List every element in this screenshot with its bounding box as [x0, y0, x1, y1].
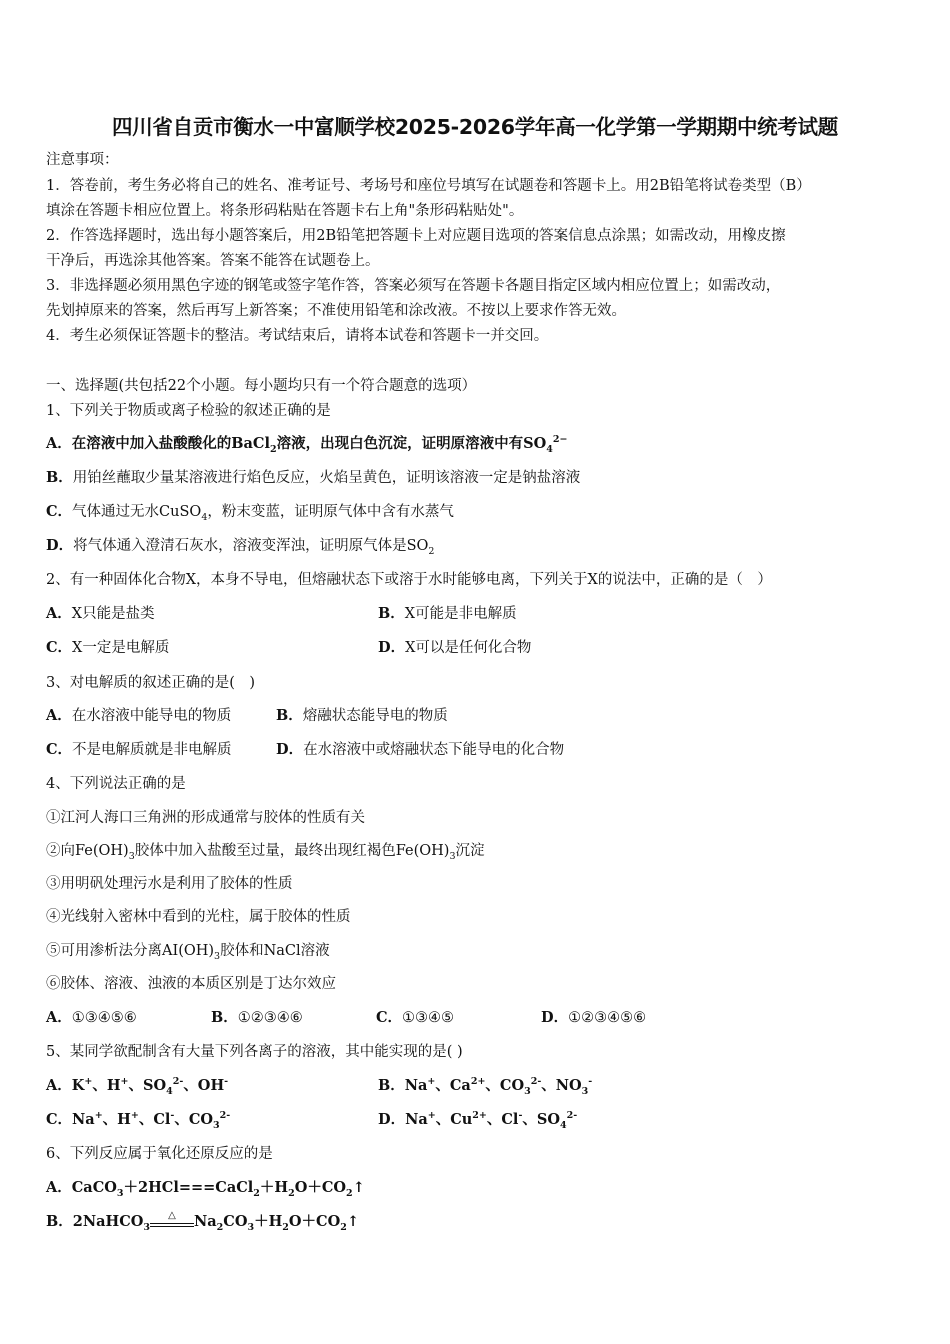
question-4-option-a: A．①③④⑤⑥: [46, 1009, 137, 1026]
question-6-option-a: A．$CaCO_3+2HCl===CaCl_2+H_2O+CO_2↑$: [46, 1179, 365, 1199]
question-2-option-d: D．X可以是任何化合物: [378, 639, 532, 656]
note-line: 填涂在答题卡相应位置上。将条形码粘贴在答题卡右上角"条形码粘贴处"。: [46, 203, 524, 219]
note-line: 干净后，再选涂其他答案。答案不能答在试题卷上。: [46, 253, 380, 269]
question-2-option-b: B．X可能是非电解质: [378, 605, 517, 622]
note-line: 3．非选择题必须用黑色字迹的钢笔或签字笔作答，答案必须写在答题卡各题目指定区域内相应位置上；如需改动，: [46, 278, 781, 294]
question-3-option-d: D．在水溶液中或熔融状态下能导电的化合物: [276, 741, 565, 758]
question-3-option-a: A．在水溶液中能导电的物质: [46, 707, 232, 724]
heat-triangle-icon: △: [168, 1210, 176, 1221]
question-2-option-a: A．X只能是盐类: [46, 605, 155, 622]
question-4-statement: ⑤可用渗析法分离$AI(OH)_3$胶体和NaCl溶液: [46, 943, 330, 962]
question-6-stem: 6、下列反应属于氧化还原反应的是: [46, 1146, 273, 1162]
question-1-stem: 1、下列关于物质或离子检验的叙述正确的是: [46, 403, 331, 419]
question-4-option-d: D．①②③④⑤⑥: [541, 1009, 647, 1026]
question-3-stem: 3、对电解质的叙述正确的是( ): [46, 675, 256, 691]
question-4-statement: ⑥胶体、溶液、浊液的本质区别是丁达尔效应: [46, 976, 336, 992]
question-1-option-c: C．气体通过无水CuSO$_4$，粉末变蓝，证明原气体中含有水蒸气: [46, 503, 454, 523]
question-3-option-c: C．不是电解质就是非电解质: [46, 741, 232, 758]
question-4-option-c: C．①③④⑤: [376, 1009, 455, 1026]
question-3-option-b: B．熔融状态能导电的物质: [276, 707, 448, 724]
section-heading: 一、选择题(共包括22个小题。每小题均只有一个符合题意的选项）: [46, 378, 477, 394]
question-4-option-b: B．①②③④⑥: [211, 1009, 303, 1026]
page-title: 四川省自贡市衡水一中富顺学校2025-2026学年高一化学第一学期期中统考试题: [112, 115, 838, 139]
note-line: 先划掉原来的答案，然后再写上新答案；不准使用铅笔和涂改液。不按以上要求作答无效。: [46, 303, 626, 319]
question-4-statement: ①江河人海口三角洲的形成通常与胶体的性质有关: [46, 810, 365, 826]
question-5-stem: 5、某同学欲配制含有大量下列各离子的溶液，其中能实现的是( ): [46, 1044, 463, 1060]
question-5-option-c: C．Na+、H+、Cl-、$CO_3^{2-}$: [46, 1110, 231, 1131]
question-1-option-b: B．用铂丝蘸取少量某溶液进行焰色反应，火焰呈黄色，证明该溶液一定是钠盐溶液: [46, 469, 581, 486]
question-5-option-d: D．Na+、$Cu^{2+}$、Cl-、$SO_4^{2-}$: [378, 1110, 578, 1131]
question-1-option-a: A．在溶液中加入盐酸酸化的BaCl$_2$溶液，出现白色沉淀，证明原溶液中有$SO_4^{2-}$: [46, 434, 568, 455]
question-6-option-b: B．2NaHCO$_3$ △ $Na_2CO_3+H_2O+CO_2↑$: [46, 1212, 359, 1232]
question-5-option-a: A．K+、H+、$SO_4^{2-}$、OH-: [46, 1076, 229, 1097]
question-4-statement: ③用明矾处理污水是利用了胶体的性质: [46, 876, 293, 892]
notes-heading: 注意事项：: [46, 152, 119, 168]
question-4-stem: 4、下列说法正确的是: [46, 776, 186, 792]
question-4-statement: ②向$Fe(OH)_3$胶体中加入盐酸至过量，最终出现红褐色$Fe(OH)_3$沉淀: [46, 843, 485, 862]
question-2-option-c: C．X一定是电解质: [46, 639, 170, 656]
note-line: 4．考生必须保证答题卡的整洁。考试结束后，请将本试卷和答题卡一并交回。: [46, 328, 549, 344]
question-4-statement: ④光线射入密林中看到的光柱，属于胶体的性质: [46, 909, 351, 925]
note-line: 1．答卷前，考生务必将自己的姓名、准考证号、考场号和座位号填写在试题卷和答题卡上。用2B铅笔将试卷类型（B）: [46, 178, 811, 194]
question-2-stem: 2、有一种固体化合物X，本身不导电，但熔融状态下或溶于水时能够电离，下列关于X的说法中，正确的是（ ）: [46, 572, 772, 588]
question-5-option-b: B．Na+、$Ca^{2+}$、$CO_3^{2-}$、$NO_3^-$: [378, 1076, 593, 1097]
note-line: 2．作答选择题时，选出每小题答案后，用2B铅笔把答题卡上对应题目选项的答案信息点涂黑；如需改动，用橡皮擦: [46, 228, 786, 244]
question-1-option-d: D．将气体通入澄清石灰水，溶液变浑浊，证明原气体是$SO_2$: [46, 537, 435, 557]
heating-condition-sign: [150, 1212, 194, 1232]
